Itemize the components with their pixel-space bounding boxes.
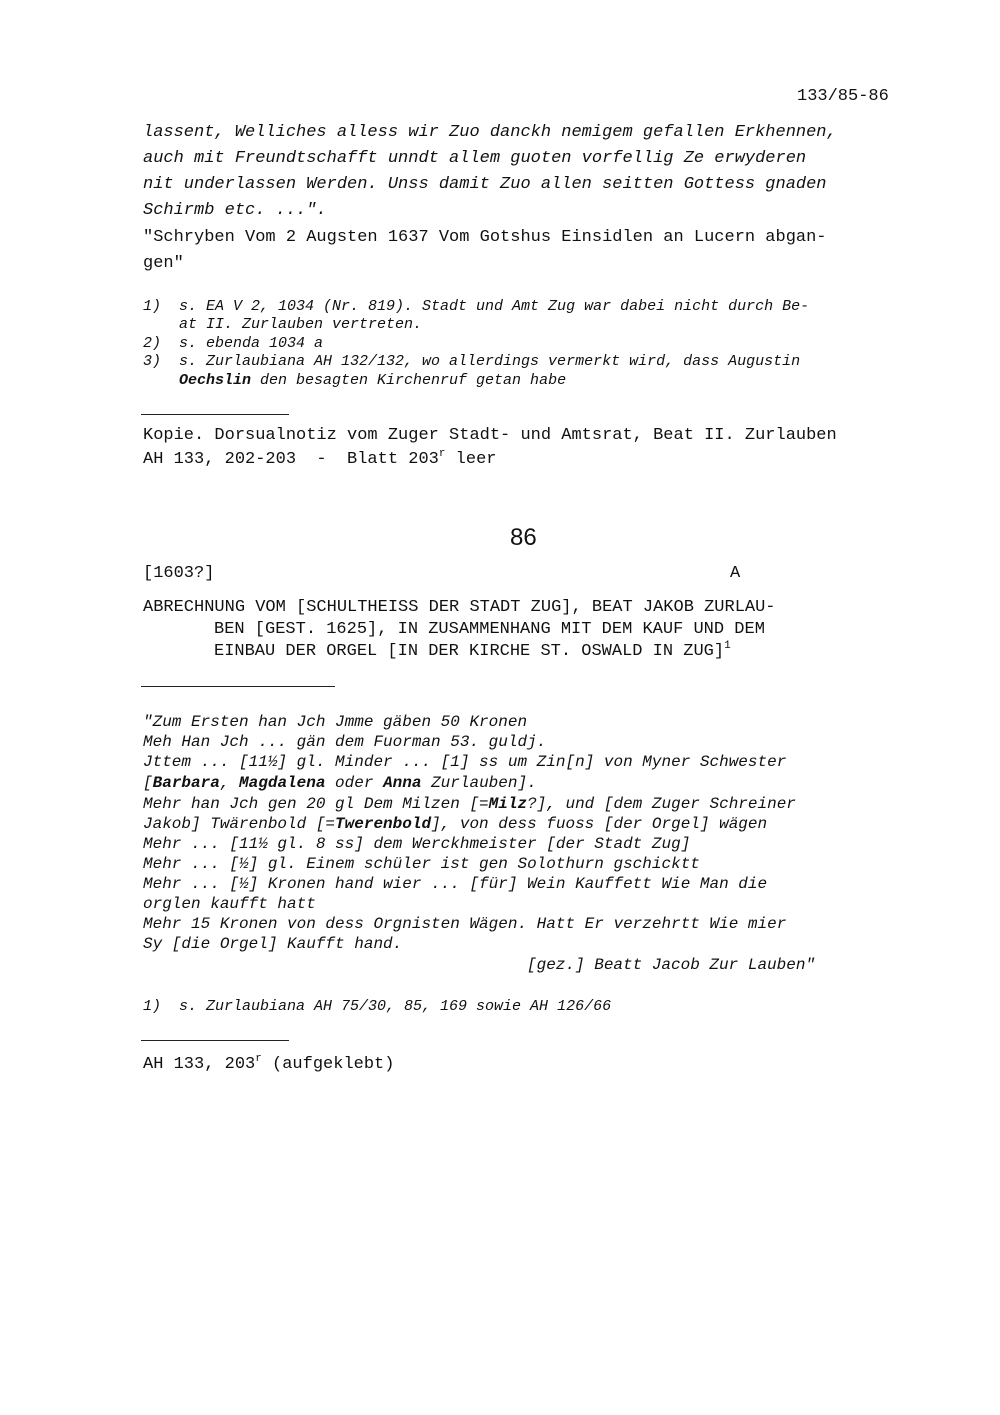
text-line: Mehr ... [½] Kronen hand wier ... [für] Wein Kauffett Wie Man die: [143, 875, 768, 893]
footnote-3: 3) s. Zurlaubiana AH 132/132, wo allerdings vermerkt wird, dass Augustin: [143, 353, 801, 370]
letter-line: nit underlassen Werden. Unss damit Zuo allen seitten Gottess gnaden: [143, 175, 827, 194]
footnote-doc: 1) s. Zurlaubiana AH 75/30, 85, 169 sowie AH 126/66: [143, 998, 612, 1015]
text-line: Sy [die Orgel] Kaufft hand.: [143, 935, 403, 953]
dorsal-line: gen": [143, 254, 184, 273]
text-line: "Zum Ersten han Jch Jmme gäben 50 Kronen: [143, 713, 528, 731]
letter-line: Schirmb etc. ...".: [143, 201, 327, 220]
person-name: Anna: [383, 774, 422, 792]
person-name: Milz: [488, 795, 528, 813]
text-line: Mehr han Jch gen 20 gl Dem Milzen [=Milz?], und [dem Zuger Schreiner: [143, 795, 796, 813]
document-number: 86: [510, 524, 537, 551]
title-line: BEN [GEST. 1625], IN ZUSAMMENHANG MIT DEM KAUF UND DEM: [214, 620, 765, 639]
person-name: Twerenbold: [335, 815, 432, 833]
person-name: Barbara: [152, 774, 220, 792]
text-line: Mehr ... [11½ gl. 8 ss] dem Werckhmeister [der Stadt Zug]: [143, 835, 691, 853]
text-line: Mehr ... [½] gl. Einem schüler ist gen Solothurn gschicktt: [143, 855, 700, 873]
letter-line: auch mit Freundtschafft unndt allem guoten vorfellig Ze erwyderen: [143, 149, 807, 168]
dorsal-line: "Schryben Vom 2 Augsten 1637 Vom Gotshus Einsidlen an Lucern abgan-: [143, 228, 827, 247]
divider: [141, 1040, 289, 1041]
title-line: ABRECHNUNG VOM [SCHULTHEISS DER STADT ZUG], BEAT JAKOB ZURLAU-: [143, 598, 776, 617]
text-line: Jakob] Twärenbold [=Twerenbold], von dess fuoss [der Orgel] wägen: [143, 815, 768, 833]
document-date: [1603?]: [143, 564, 215, 583]
footnote-2: 2) s. ebenda 1034 a: [143, 335, 324, 352]
text-line: Jttem ... [11½] gl. Minder ... [1] ss um Zin[n] von Myner Schwester: [143, 753, 787, 771]
title-line: EINBAU DER ORGEL [IN DER KIRCHE ST. OSWALD IN ZUG]$^1$: [214, 640, 731, 661]
person-name: Magdalena: [239, 774, 326, 792]
divider: [141, 686, 335, 687]
text-line: Meh Han Jch ... gän dem Fuorman 53. guldj.: [143, 733, 547, 751]
text-line: orglen kaufft hatt: [143, 895, 316, 913]
text-line: Mehr 15 Kronen von dess Orgnisten Wägen. Hatt Er verzehrtt Wie mier: [143, 915, 787, 933]
page-reference: 133/85-86: [797, 87, 889, 106]
letter-line: lassent, Welliches alless wir Zuo danckh nemigem gefallen Erkhennen,: [143, 123, 837, 142]
signature-line: [gez.] Beatt Jacob Zur Lauben": [527, 956, 816, 974]
source-line: Kopie. Dorsualnotiz vom Zuger Stadt- und Amtsrat, Beat II. Zurlauben: [143, 426, 837, 445]
footnote-3-cont: Oechslin den besagten Kirchenruf getan habe: [179, 372, 567, 389]
text-line: [Barbara, Magdalena oder Anna Zurlauben].: [143, 774, 537, 792]
person-name: Oechslin: [179, 372, 252, 389]
footnote-1: 1) s. EA V 2, 1034 (Nr. 819). Stadt und Amt Zug war dabei nicht durch Be-: [143, 298, 810, 315]
source-note: AH 133, 203$^r$ (aufgeklebt): [143, 1053, 395, 1074]
source-line: AH 133, 202-203 - Blatt 203$^r$ leer: [143, 448, 497, 469]
document-letter: A: [730, 564, 741, 583]
footnote-1-cont: at II. Zurlauben vertreten.: [179, 316, 423, 333]
divider: [141, 414, 289, 415]
